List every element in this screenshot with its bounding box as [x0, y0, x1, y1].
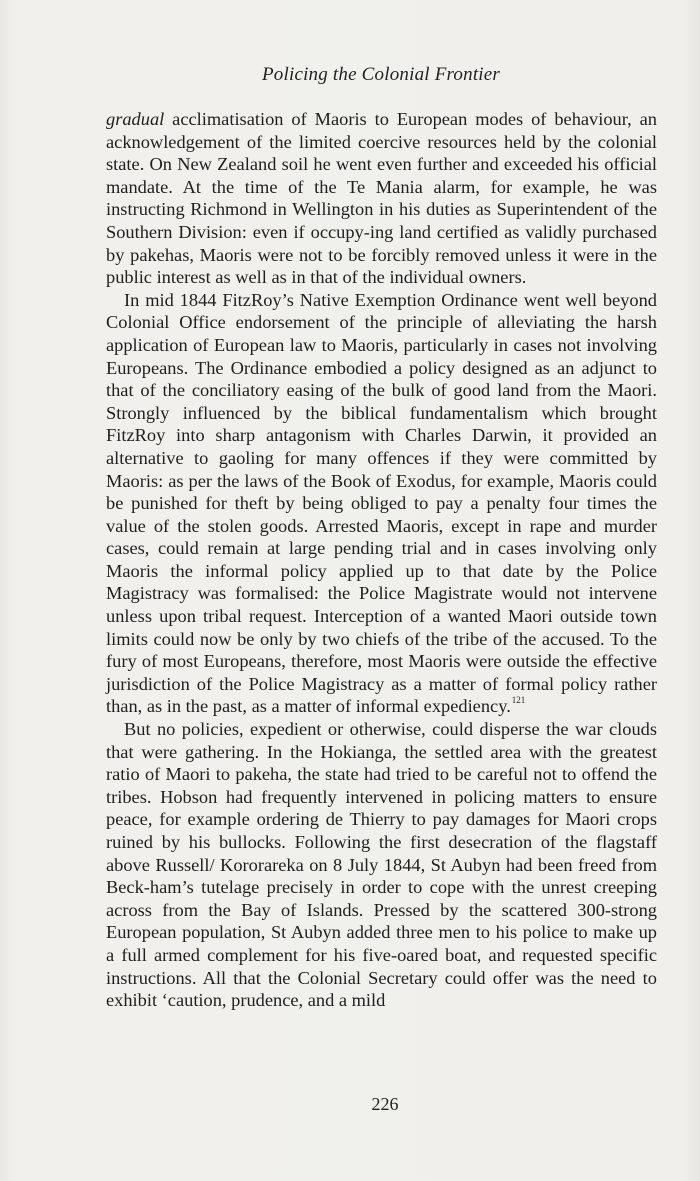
paragraph-2: [106, 289, 657, 718]
paragraph-text: But no policies, expedient or otherwise, could disperse the war clouds that were gathering. In the Hokianga, the settled area with the greatest ratio of Maori to pakeha, the state had tried to be careful not to offend the tribes. Hobson had frequently intervened in policing matters to ensure peace, for example ordering de Thierry to pay damages for Maori crops ruined by his bullocks. Following the first desecration of the flagstaff above Russell/ Kororareka on 8 July 1844, St Aubyn had been freed from Beck-ham’s tutelage precisely in order to cope with the unrest creeping across from the Bay of Islands. Pressed by the scattered 300-strong European population, St Aubyn added three men to his police to make up a full armed complement for his five-oared boat, and requested specific instructions. All that the Colonial Secretary could offer was the need to exhibit ‘caution, prudence, and a mild: [106, 719, 657, 1011]
paragraph-text: In mid 1844 FitzRoy’s Native Exemption Ordinance went well beyond Colonial Office endorsement of the principle of alleviating the harsh application of European law to Maoris, particularly in cases not involving Europeans. The Ordinance embodied a policy designed as an adjunct to that of the conciliatory easing of the bulk of good land from the Maori. Strongly influenced by the biblical fundamentalism which brought FitzRoy into sharp antagonism with Charles Darwin, it provided an alternative to gaoling for many offences if they were committed by Maoris: as per the laws of the Book of Exodus, for example, Maoris could be punished for theft by being obliged to pay a penalty four times the value of the stolen goods. Arrested Maoris, except in rape and murder cases, could remain at large pending trial and in cases involving only Maoris the informal policy applied up to that date by the Police Magistracy was formalised: the Police Magistrate would not intervene unless upon tribal request. Interception of a wanted Maori outside town limits could now be only by two chiefs of the tribe of the accused. To the fury of most Europeans, therefore, most Maoris were outside the effective jurisdiction of the Police Magistracy as a matter of formal policy rather than, as in the past, as a matter of informal expediency.: [106, 289, 657, 717]
running-head: Policing the Colonial Frontier: [261, 64, 501, 85]
paragraph-3: [106, 718, 657, 1012]
body-text: [106, 108, 657, 1012]
paragraph-text: acclimatisation of Maoris to European modes of behaviour, an acknowledgement of the limited coercive resources held by the colonial state. On New Zealand soil he went even further and exceeded his official mandate. At the time of the Te Mania alarm, for example, he was instructing Richmond in Wellington in his duties as Superintendent of the Southern Division: even if occupy-ing land certified as validly purchased by pakehas, Maoris were not to be forcibly removed unless it were in the public interest as well as in that of the individual owners.: [106, 109, 657, 288]
italic-lead-word: gradual: [106, 109, 165, 129]
page-number: 226: [371, 1094, 399, 1114]
paragraph-1: [106, 108, 657, 289]
footnote-marker: 121: [511, 695, 526, 706]
